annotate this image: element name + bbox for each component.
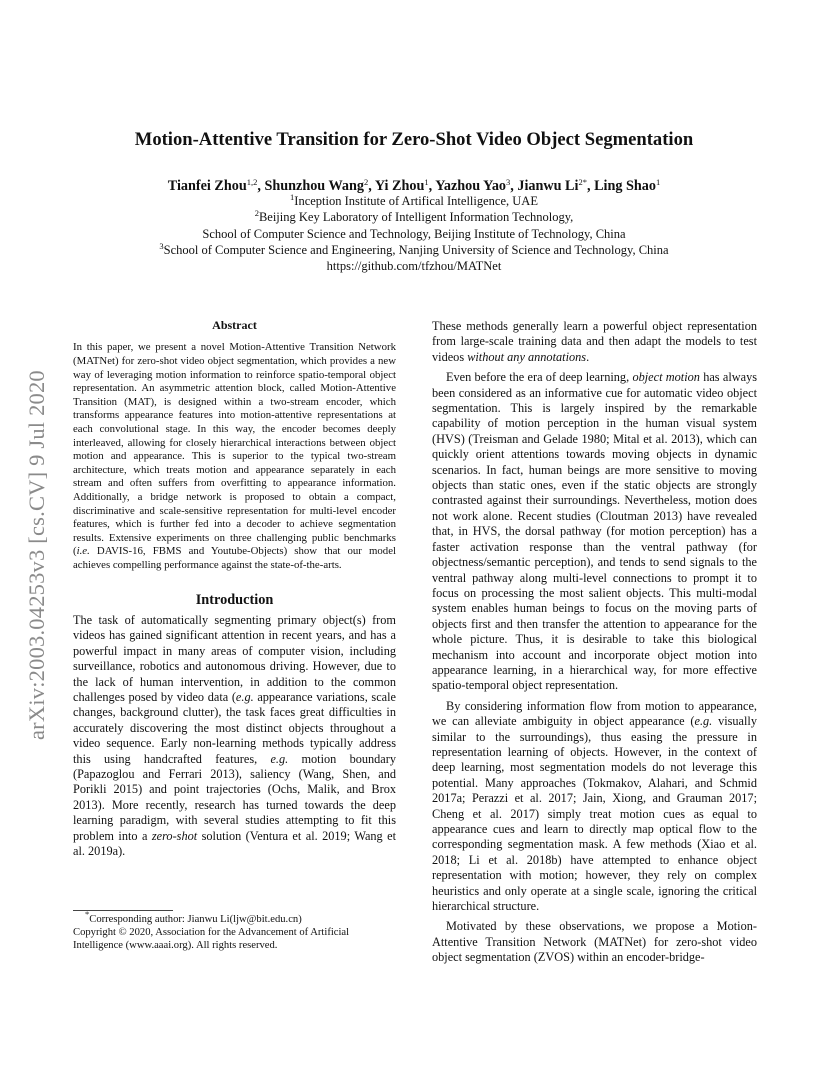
right-column: [432, 319, 757, 966]
abstract-heading: Abstract: [212, 318, 257, 332]
author-name: Shunzhou Wang: [264, 178, 364, 194]
corresponding-author-footnote: *Corresponding author: Jianwu Li(ljw@bit.edu.cn): [85, 909, 302, 925]
intro-paragraph-3: By considering information flow from motion to appearance, we can alleviate ambiguity in object appearance (e.g. visually similar to the surroundings), thus easing the pressure in representation learning of objects. However, in the context of deep learning, most segmentation models do not leverage this potential. Many approaches (Tokmakov, Alahari, and Schmid 2017a; Perazzi et al. 2017; Jain, Xiong, and Grauman 2017; Cheng et al. 2017) simply treat motion cues as equal to appearance cues and learn to directly map optical flow to the corresponding segmentation mask. A few methods (Xiao et al. 2018; Li et al. 2018b) have attempted to enhance object representation with motion; however, they rely on complex heuristics and only operate at a single scale, ignoring the critical hierarchical structure.: [432, 698, 758, 914]
author-separator: ,: [428, 178, 436, 194]
intro-paragraph-1-continued: These methods generally learn a powerful object representation from large-scale training data and then adapt the models to test videos without any annotations.: [432, 319, 757, 364]
affiliation-1: $^1$Inception Institute of Artifical Intelligence, UAE: [290, 192, 538, 208]
author-affiliation-mark: 3: [506, 177, 511, 187]
author-affiliation-mark: 1: [655, 177, 661, 187]
footnotes: [73, 910, 396, 953]
affiliation-2: $^2$Beijing Key Laboratory of Intelligent Information Technology,: [254, 208, 574, 225]
arxiv-identifier: arXiv:2003.04253v3 [cs.CV] 9 Jul 2020: [24, 370, 49, 740]
author-affiliation-mark: 2: [363, 177, 369, 187]
author-name: Yi Zhou: [374, 178, 425, 194]
author-name: Ling Shao: [594, 178, 656, 194]
author-affiliation-mark: 2*: [578, 177, 587, 187]
copyright-notice: Copyright © 2020, Association for the Advancement of Artificial Intelligence (www.aaai.org). All rights reserved.: [73, 927, 350, 952]
introduction-heading: Introduction: [195, 591, 274, 608]
intro-paragraph-1: The task of automatically segmenting primary object(s) from videos has gained significant attention in recent years, and has a powerful impact in many areas of computer vision, including surveillance, robotics and autonomous driving. However, due to the lack of human intervention, in addition to the common challenges posed by video data (e.g. appearance variations, scale changes, background clutter), the task faces great difficulties in accurately discovering the most distinct objects throughout a video sequence. Early non-learning methods typically address this using handcrafted features, e.g. motion boundary (Papazoglou and Ferrari 2013), saliency (Wang, Shen, and Porikli 2015) and point trajectories (Ochs, Malik, and Brox 2013). More recently, research has turned towards the deep learning paradigm, with several studies attempting to fit this problem into a zero-shot solution (Ventura et al. 2019; Wang et al. 2019a).: [73, 612, 397, 858]
author-name: Yazhou Yao: [435, 178, 507, 194]
intro-paragraph-2: Even before the era of deep learning, object motion has always been considered as an informative cue for automatic video object segmentation. This is largely inspired by the remarkable capability of motion perception in the human visual system (HVS) (Treisman and Gelade 1980; Mital et al. 2013), which can quickly orient attentions towards moving objects in dynamic scenarios. In fact, human beings are more sensitive to moving objects than static ones, even if the static objects are strongly contrasted against their surroundings. Nevertheless, motion does not work alone. Recent studies (Cloutman 2013) have revealed that, in HVS, the dorsal pathway (for motion perception) has a faster activation response than the ventral pathway (for objectness/semantic perception), and tends to send signals to the ventral pathway along multi-level connections to prompt it to focus on processing the most salient objects. This multi-modal system enables human beings to focus on the moving parts of objects first and then transfer the attention to appearance for the whole picture. Thus, it is desirable to take this biological mechanism into account and incorporate object motion into appearance learning, in a hierarchical way, for more effective spatio-temporal object representation.: [432, 370, 758, 693]
abstract-text: In this paper, we present a novel Motion-Attentive Transition Network (MATNet) for zero-shot video object segmentation, which provides a new way of leveraging motion information to reinforce spatio-temporal object representation. An asymmetric attention block, called Motion-Attentive Transition (MAT), is designed within a two-stream encoder, which transforms appearance features into motion-attentive representations at each convolutional stage. In this way, the encoder becomes deeply interleaved, allowing for closely hierarchical interactions between object motion and appearance. This is superior to the typical two-stream architecture, which treats motion and appearance separately in each stream and often suffers from overfitting to appearance information. Additionally, a bridge network is proposed to obtain a compact, discriminative and scale-sensitive representation for multi-level encoder features, which is further fed into a decoder to achieve segmentation results. Extensive experiments on three challenging public benchmarks (i.e. DAVIS-16, FBMS and Youtube-Objects) show that our model achieves compelling performance against the state-of-the-arts.: [73, 341, 396, 571]
author-separator: ,: [257, 178, 265, 194]
intro-paragraph-4: Motivated by these observations, we propose a Motion-Attentive Transition Network (MATNet) for zero-shot video object segmentation (ZVOS) within an encoder-bridge-: [432, 919, 757, 965]
author-separator: ,: [510, 178, 518, 194]
affiliations: [0, 193, 828, 274]
arxiv-sidebar: [22, 300, 50, 740]
affiliation-2-line-2: School of Computer Science and Technology, Beijing Institute of Technology, China: [202, 226, 626, 241]
author-separator: ,: [586, 178, 595, 194]
code-url[interactable]: https://github.com/tfzhou/MATNet: [326, 259, 502, 274]
affiliation-3: $^3$School of Computer Science and Engineering, Nanjing University of Science and Technology, China: [159, 240, 669, 257]
author-separator: ,: [368, 178, 375, 194]
author-name: Jianwu Li: [517, 178, 579, 194]
left-column: [73, 318, 396, 859]
author-affiliation-mark: 1,2: [246, 177, 258, 187]
author-name: Tianfei Zhou: [167, 178, 247, 194]
author-affiliation-mark: 1: [424, 177, 429, 187]
paper-title: Motion-Attentive Transition for Zero-Shot Video Object Segmentation: [134, 129, 694, 150]
